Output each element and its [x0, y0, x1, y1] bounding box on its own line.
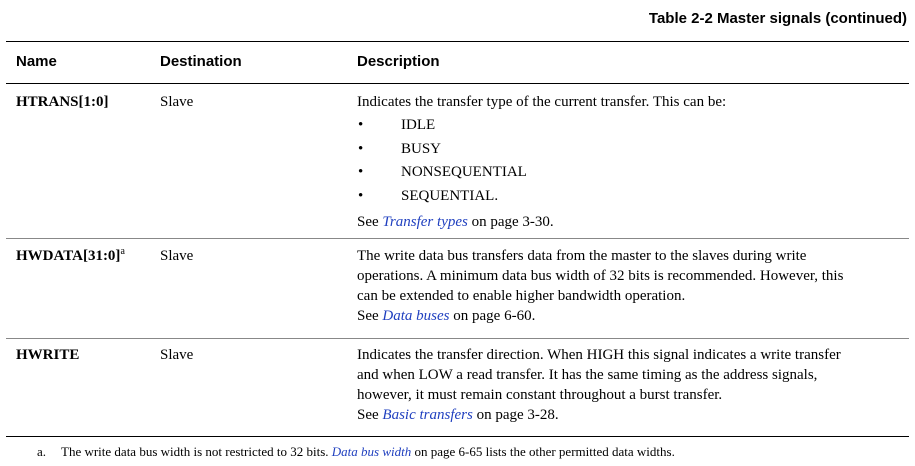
- signal-name-text: HWDATA[31:0]: [16, 248, 121, 264]
- description-htrans: [357, 92, 907, 232]
- header-description: Description: [357, 53, 440, 70]
- see-reference: [357, 212, 907, 232]
- header-name: Name: [16, 53, 57, 70]
- destination-htrans: Slave: [160, 94, 194, 110]
- footnote-text: The write data bus width is not restricted to 32 bits.: [61, 444, 329, 459]
- list-item: • SEQUENTIAL.: [357, 186, 907, 210]
- description-line: can be extended to enable higher bandwidth operation.: [357, 288, 686, 304]
- footnote: [37, 443, 675, 461]
- description-line: Indicates the transfer direction. When HIGH this signal indicates a write transfer: [357, 347, 841, 363]
- signal-name-hwdata: [16, 246, 125, 266]
- table-bottom-rule: [6, 436, 909, 437]
- see-reference: [357, 405, 907, 425]
- see-suffix: on page 3-28.: [476, 407, 559, 423]
- link-transfer-types[interactable]: Transfer types: [382, 214, 468, 230]
- signal-name-hwrite: HWRITE: [16, 347, 80, 363]
- see-prefix: See: [357, 407, 379, 423]
- description-line: The write data bus transfers data from the master to the slaves during write: [357, 248, 807, 264]
- table-top-rule: [6, 41, 909, 42]
- table-caption: Table 2-2 Master signals (continued): [648, 10, 907, 27]
- link-data-buses[interactable]: Data buses: [382, 308, 450, 324]
- description-text: Indicates the transfer type of the current transfer. This can be:: [357, 94, 727, 110]
- list-item: • BUSY: [357, 139, 907, 163]
- list-item: • NONSEQUENTIAL: [357, 162, 907, 186]
- destination-hwrite: Slave: [160, 347, 194, 363]
- link-data-bus-width[interactable]: Data bus width: [331, 444, 412, 459]
- see-prefix: See: [357, 308, 379, 324]
- destination-hwdata: Slave: [160, 248, 194, 264]
- transfer-type-list: [357, 115, 907, 209]
- footnote-text-after: on page 6-65 lists the other permitted data widths.: [414, 444, 675, 459]
- link-basic-transfers[interactable]: Basic transfers: [382, 407, 473, 423]
- row-separator: [6, 338, 909, 339]
- description-line: operations. A minimum data bus width of 32 bits is recommended. However, this: [357, 268, 844, 284]
- description-line: however, it must remain constant throughout a burst transfer.: [357, 387, 723, 403]
- header-destination: Destination: [160, 53, 242, 70]
- header-rule: [6, 83, 909, 84]
- description-hwrite: [357, 345, 907, 425]
- signal-name-htrans: HTRANS[1:0]: [16, 94, 109, 110]
- footnote-marker[interactable]: a: [120, 246, 125, 257]
- see-reference: [357, 306, 907, 326]
- see-prefix: See: [357, 214, 379, 230]
- footnote-label: a.: [37, 444, 47, 459]
- see-suffix: on page 3-30.: [471, 214, 554, 230]
- description-hwdata: [357, 246, 907, 326]
- description-line: and when LOW a read transfer. It has the same timing as the address signals,: [357, 367, 818, 383]
- row-separator: [6, 238, 909, 239]
- see-suffix: on page 6-60.: [453, 308, 536, 324]
- list-item: • IDLE: [357, 115, 907, 139]
